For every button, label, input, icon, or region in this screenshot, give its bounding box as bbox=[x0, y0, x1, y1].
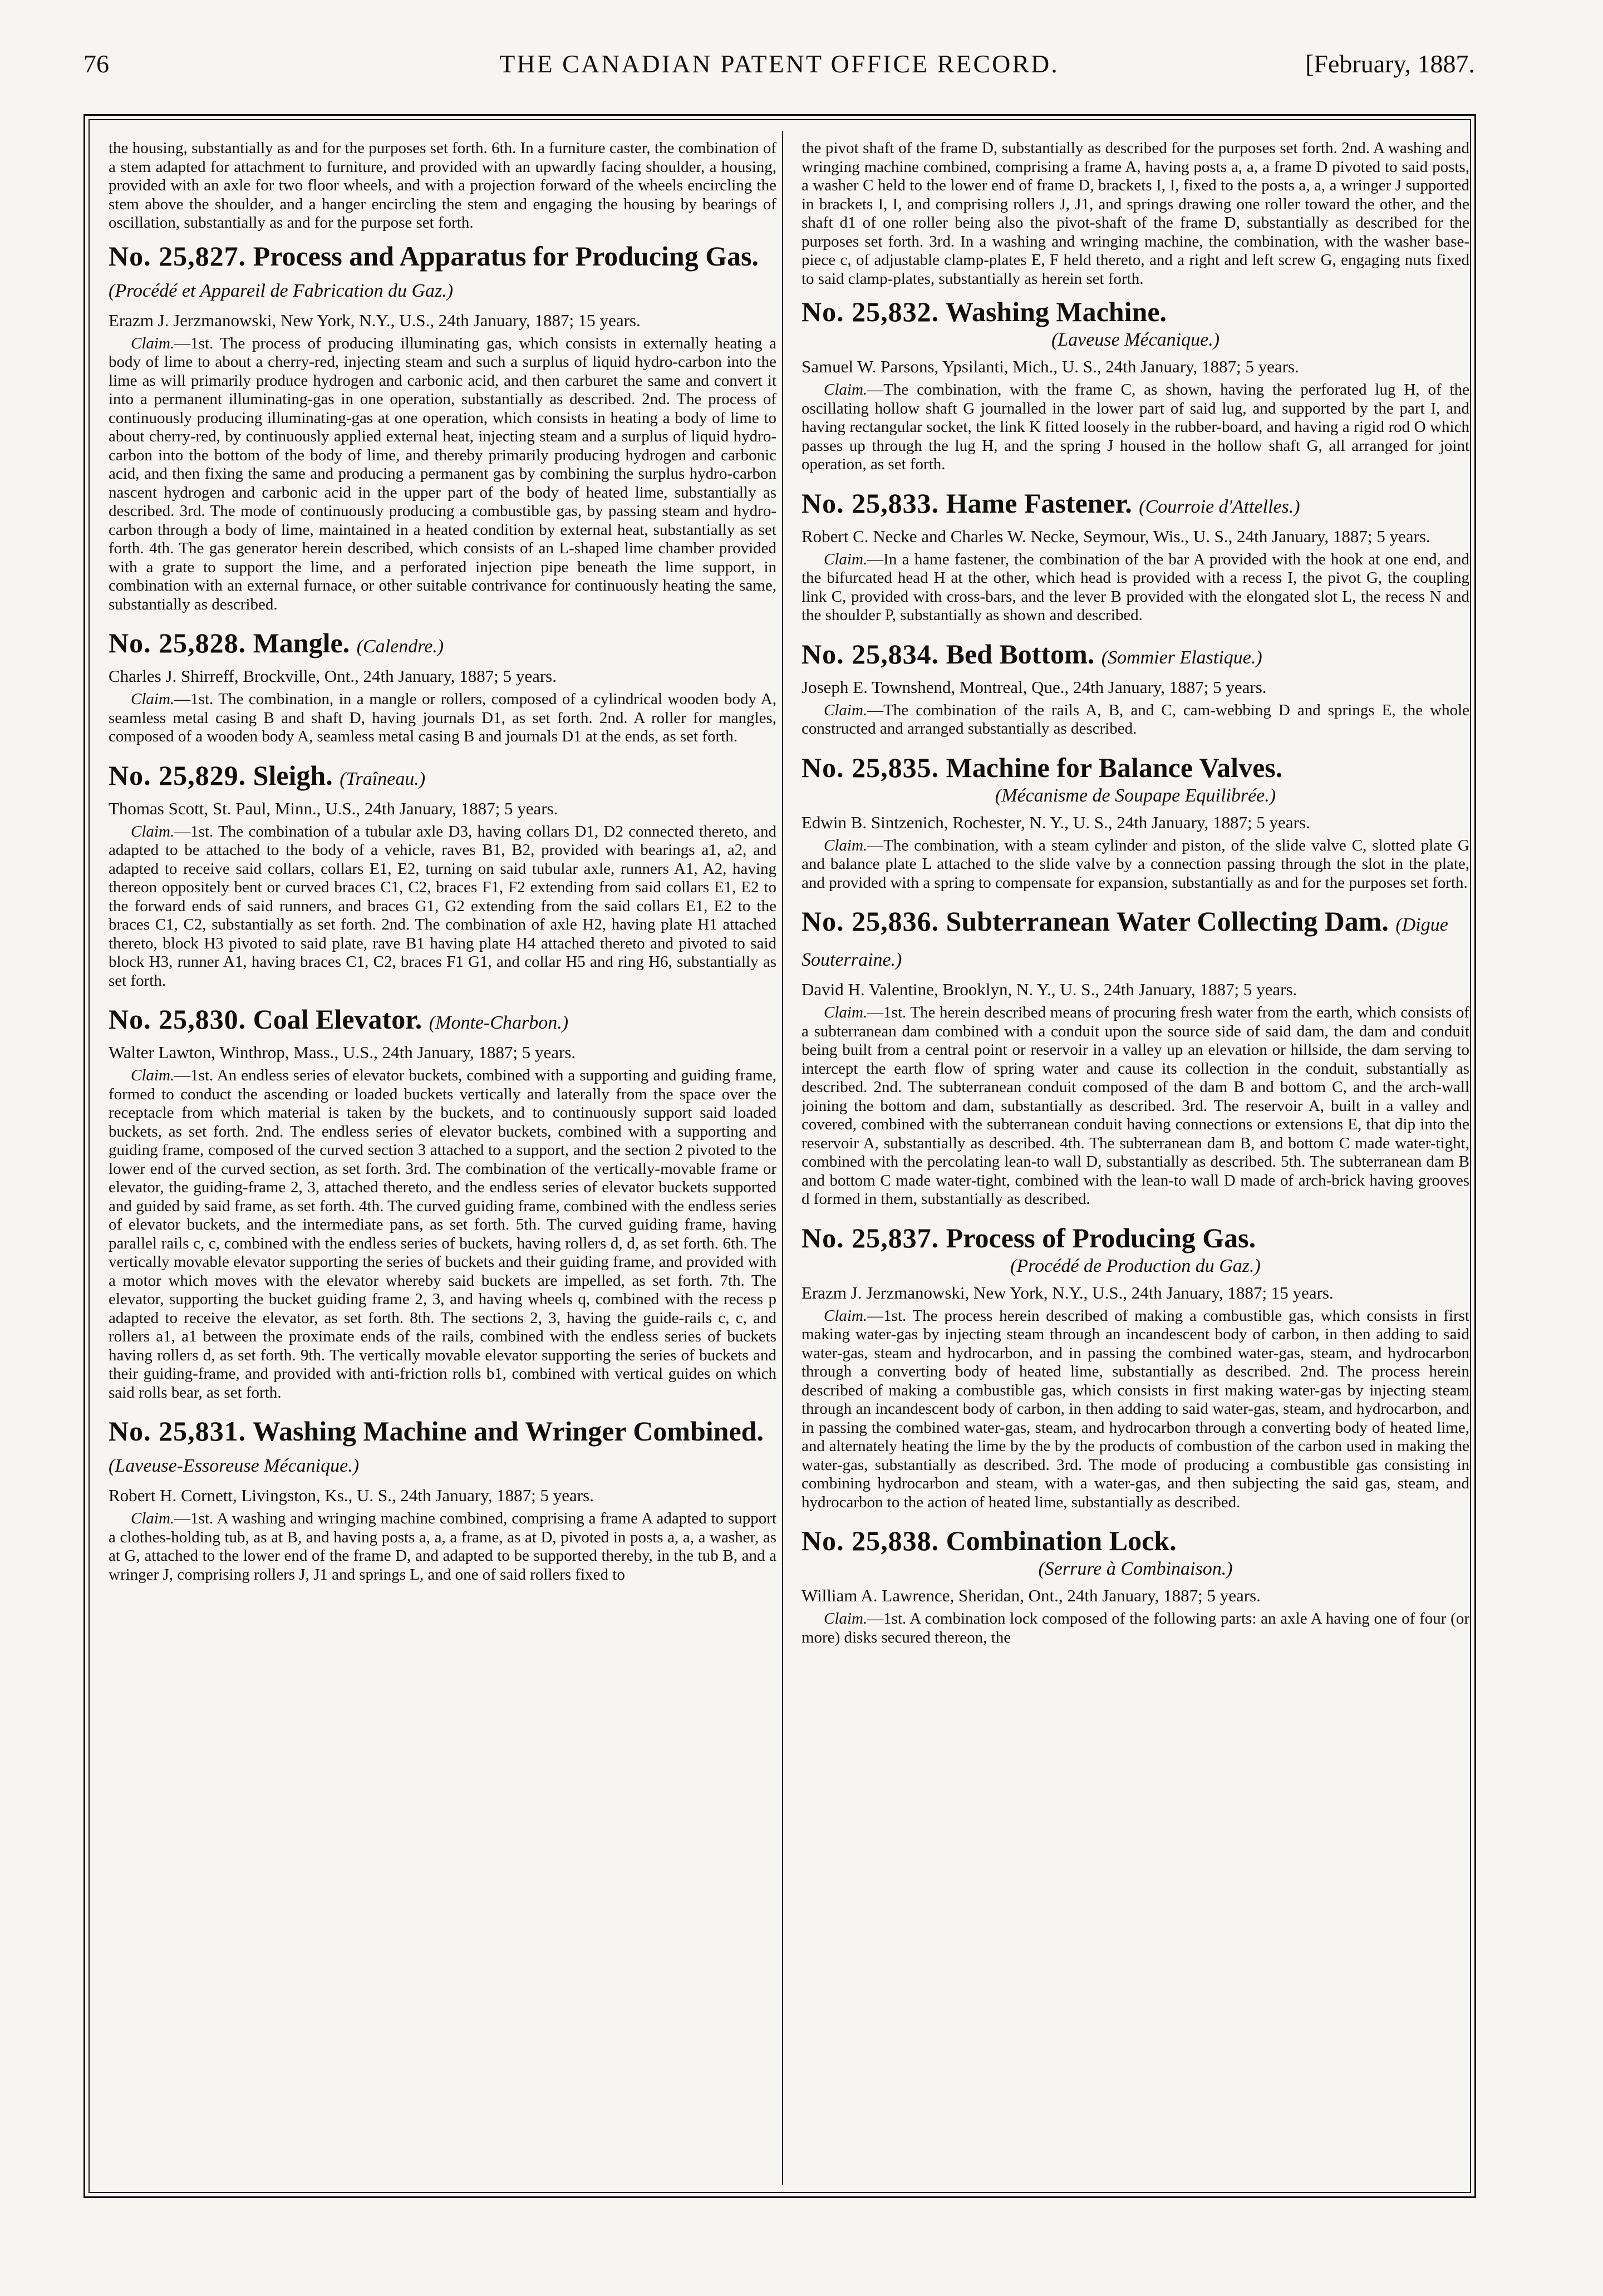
patent-number: No. 25,827. bbox=[109, 240, 247, 272]
claim-text: —1st. The process of producing illuminating gas, which consists in externally heating a body of lime to about a cherry-red, injecting steam and such a surplus of liquid hydro-carbon into the lime as will primarily produce hydrogen and carbonic acid, and then carburet the same and convert it into a permanent illuminating-gas in one operation, substantially as described. 2nd. The process of continuously producing illuminating-gas at one operation, which consists in heating a body of lime to about cherry-red, by continuously applied external heat, injecting steam and a surplus of liquid hydro-carbon into the bottom of the body of lime, and thereby primarily producing hydrogen and carbonic acid, and then fixing the same and producing a permanent gas by combining the surplus hydro-carbon nascent hydrogen and carbonic acid in the upper part of the body of heated lime, substantially as described. 3rd. The mode of continuously producing a combustible gas, by passing steam and hydro-carbon through a body of lime, maintained in a heated condition by external heat, substantially as set forth. 4th. The gas generator herein described, which consists of an L-shaped lime chamber provided with a grate to support the lime, and a perforated injection pipe beneath the lime support, in combination with an external furnace, or other suitable contrivance for continuously heating the same, substantially as described. bbox=[109, 334, 776, 613]
patent-title: Sleigh. bbox=[253, 759, 333, 791]
page-header bbox=[83, 49, 1475, 88]
patent-headline bbox=[802, 638, 1469, 673]
page-number: 76 bbox=[83, 50, 109, 78]
patent-title: Washing Machine. bbox=[945, 296, 1167, 327]
claim-label: Claim. bbox=[131, 822, 175, 840]
patent-claim bbox=[109, 823, 776, 991]
claim-label: Claim. bbox=[131, 334, 175, 352]
claim-text: —The combination of the rails A, B, and C, cam-webbing D and springs E, the whole constructed and arranged substantially as described. bbox=[802, 701, 1469, 738]
patent-translation: (Monte-Charbon.) bbox=[429, 1012, 569, 1033]
claim-text: —The combination, with the frame C, as shown, having the perforated lug H, of the oscillating hollow shaft G journalled in the lower part of said lug, and supported by the part I, and having rectangular socket, the link K fitted loosely in the rubber-board, and having a rigid rod O which passes up through the lug H, and the spring J housed in the hollow shaft G, all arranged for joint operation, as set forth. bbox=[802, 381, 1469, 473]
patent-inventor: David H. Valentine, Brooklyn, N. Y., U. S., 24th January, 1887; 5 years. bbox=[802, 980, 1297, 999]
patent-inventor: Robert C. Necke and Charles W. Necke, Seymour, Wis., U. S., 24th January, 1887; 5 years. bbox=[802, 526, 1430, 546]
patent-translation: (Courroie d'Attelles.) bbox=[1139, 496, 1300, 517]
patent-headline bbox=[802, 488, 1469, 523]
patent-title: Mangle. bbox=[253, 627, 350, 658]
patent-claim bbox=[802, 1610, 1469, 1647]
patent-inventor: Erazm J. Jerzmanowski, New York, N.Y., U.S., 24th January, 1887; 15 years. bbox=[802, 1282, 1334, 1302]
patent-entry-25827 bbox=[109, 240, 776, 614]
right-column bbox=[802, 139, 1469, 2187]
claim-label: Claim. bbox=[824, 836, 868, 854]
left-column bbox=[109, 139, 776, 2187]
patent-claim bbox=[109, 1510, 776, 1584]
patent-headline bbox=[802, 296, 1469, 327]
patent-entry-25830 bbox=[109, 1004, 776, 1402]
issue-date: [February, 1887. bbox=[1305, 50, 1475, 78]
patent-inventor: Joseph E. Townshend, Montreal, Que., 24th January, 1887; 5 years. bbox=[802, 677, 1267, 697]
patent-translation: (Calendre.) bbox=[356, 636, 444, 657]
patent-headline bbox=[109, 1415, 776, 1482]
patent-inventor: William A. Lawrence, Sheridan, Ont., 24th January, 1887; 5 years. bbox=[802, 1586, 1261, 1605]
claim-label: Claim. bbox=[824, 701, 868, 719]
patent-title: Coal Elevator. bbox=[253, 1004, 422, 1035]
claim-label: Claim. bbox=[824, 1306, 868, 1325]
patent-entry-25836 bbox=[802, 906, 1469, 1209]
patent-translation: (Laveuse-Essoreuse Mécanique.) bbox=[109, 1456, 360, 1476]
patent-number: No. 25,836. bbox=[802, 906, 940, 937]
patent-inventor: Walter Lawton, Winthrop, Mass., U.S., 24th January, 1887; 5 years. bbox=[109, 1043, 576, 1062]
claim-label: Claim. bbox=[824, 1610, 868, 1628]
patent-title: Machine for Balance Valves. bbox=[946, 751, 1283, 783]
patent-headline bbox=[109, 1004, 776, 1039]
patent-translation: (Mécanisme de Soupape Equilibrée.) bbox=[995, 785, 1276, 806]
patent-headline bbox=[109, 760, 776, 795]
patent-title: Hame Fastener. bbox=[946, 487, 1132, 519]
patent-entry-25835 bbox=[802, 752, 1469, 893]
patent-entry-25834 bbox=[802, 638, 1469, 739]
patent-claim bbox=[109, 690, 776, 746]
patent-headline bbox=[109, 240, 776, 307]
patent-title: Subterranean Water Collecting Dam. bbox=[946, 906, 1389, 937]
patent-title: Combination Lock. bbox=[946, 1525, 1177, 1556]
patent-entry-25831 bbox=[109, 1415, 776, 1584]
column-divider bbox=[782, 131, 783, 2185]
patent-translation: (Laveuse Mécanique.) bbox=[1051, 330, 1220, 350]
patent-inventor: Samuel W. Parsons, Ypsilanti, Mich., U. S., 24th January, 1887; 5 years. bbox=[802, 357, 1299, 376]
claim-label: Claim. bbox=[131, 690, 175, 708]
claim-text: —1st. A combination lock composed of the following parts: an axle A having one of four (or more) disks secured thereon, the bbox=[802, 1610, 1469, 1646]
patent-claim bbox=[109, 335, 776, 614]
patent-inventor: Thomas Scott, St. Paul, Minn., U.S., 24th January, 1887; 5 years. bbox=[109, 798, 558, 818]
patent-translation: (Procédé de Production du Gaz.) bbox=[1010, 1255, 1261, 1276]
patent-translation: (Serrure à Combinaison.) bbox=[1038, 1558, 1233, 1579]
patent-claim bbox=[802, 1307, 1469, 1512]
patent-title: Bed Bottom. bbox=[946, 638, 1095, 670]
patent-number: No. 25,834. bbox=[802, 638, 940, 670]
claim-text: —1st. The combination, in a mangle or rollers, composed of a cylindrical wooden body A, seamless metal casing B and shaft D, having journals D1, as set forth. 2nd. A roller for mangles, composed of a wooden body A, seamless metal casing B and journals D1 at the ends, as set forth. bbox=[109, 690, 776, 745]
patent-translation: (Procédé et Appareil de Fabrication du Gaz.) bbox=[109, 280, 454, 301]
right-lead-text: the pivot shaft of the frame D, substantially as described for the purposes set forth. 2nd. A washing and wringing machine combined, comprising a frame A, having posts a, a, a frame D pivoted to said posts, a washer C held to the lower end of frame D, brackets I, I, fixed to the posts a, a, a wringer J supported in brackets I, I, and comprising rollers J, J1, and springs drawing one roller toward the other, and the shaft d1 of one roller being also the pivot-shaft of the frame D, substantially as described for the purposes set forth. 3rd. In a washing and wringing machine, the combination, with the washer base-piece c, of adjustable clamp-plates E, F held thereto, and a right and left screw G, engaging nuts fixed to said clamp-plates, substantially as herein set forth. bbox=[802, 139, 1469, 288]
claim-text: —In a hame fastener, the combination of the bar A provided with the hook at one end, and the bifurcated head H at the other, which head is provided with a recess I, the pivot G, the coupling link C, provided with cross-bars, and the lever B provided with the elongated slot L, the recess N and the shoulder P, substantially as shown and described. bbox=[802, 550, 1469, 624]
patent-number: No. 25,838. bbox=[802, 1525, 940, 1556]
patent-entry-25838 bbox=[802, 1525, 1469, 1647]
patent-number: No. 25,835. bbox=[802, 751, 940, 783]
patent-claim bbox=[109, 1066, 776, 1402]
patent-inventor: Charles J. Shirreff, Brockville, Ont., 24th January, 1887; 5 years. bbox=[109, 666, 557, 686]
claim-label: Claim. bbox=[824, 381, 868, 399]
patent-title: Washing Machine and Wringer Combined. bbox=[252, 1415, 764, 1447]
patent-translation: (Sommier Elastique.) bbox=[1101, 647, 1262, 668]
patent-headline bbox=[802, 1222, 1469, 1253]
patent-title: Process of Producing Gas. bbox=[946, 1222, 1256, 1253]
patent-headline bbox=[109, 627, 776, 662]
patent-claim bbox=[802, 381, 1469, 474]
patent-claim bbox=[802, 837, 1469, 893]
claim-text: —The combination, with a steam cylinder and piston, of the slide valve C, slotted plate G and balance plate L attached to the slide valve by a connection passing through the slot in the plate, and provided with a spring to compensate for expansion, substantially as and for the purposes set forth. bbox=[802, 836, 1469, 892]
claim-label: Claim. bbox=[131, 1510, 175, 1527]
patent-entry-25837 bbox=[802, 1222, 1469, 1512]
patent-number: No. 25,832. bbox=[802, 296, 940, 327]
patent-claim bbox=[802, 550, 1469, 625]
claim-text: —1st. An endless series of elevator buckets, combined with a supporting and guiding frame, formed to conduct the ascending or loaded buckets vertically and laterally from the space over the receptacle from which material is taken by the buckets, and to continuously support said loaded buckets, as set forth. 2nd. The endless series of elevator buckets, combined with a supporting and guiding frame, composed of the curved section 3 attached to a support, and the section 2 pivoted to the lower end of the curved section, as set forth. 3rd. The combination of the vertically-movable frame or elevator, the guiding-frame 2, 3, attached thereto, and the endless series of elevator buckets supported and guided by said frame, as set forth. 4th. The curved guiding frame, combined with the endless series of elevator buckets, and the intermediate pans, as set forth. 5th. The curved guiding frame, having parallel rails c, c, combined with the endless series of buckets, having rollers d, d, as set forth. 6th. The vertically movable elevator supporting the series of buckets and their guiding frame, and provided with a motor which moves with the elevator whereby said buckets are impelled, as set forth. 7th. The elevator, supporting the bucket guiding frame 2, 3, and having wheels q, combined with the recess p adapted to receive the elevator, as set forth. 8th. The sections 2, 3, having the guide-rails c, c, and rollers a1, a1 between the proximate ends of the rails, combined with the endless series of buckets having rollers d, as set forth. 9th. The vertically movable elevator supporting the series of buckets and their guiding-frame, and provided with anti-friction rolls b1, combined with vertical guides on which said rolls bear, as set forth. bbox=[109, 1066, 776, 1402]
claim-text: —1st. The herein described means of procuring fresh water from the earth, which consists of a subterranean dam combined with a conduit upon the source side of said dam, the dam and conduit being built from a central point or reservoir in a valley up an elevation or hillside, the dam serving to intercept the earth flow of spring water and cause its collection in the conduit, substantially as described. 2nd. The subterranean conduit composed of the dam B and bottom C, and the arch-wall joining the bottom and dam, substantially as described. 3rd. The reservoir A, built in a valley and covered, combined with the subterranean conduit having connections or extensions E, that dip into the reservoir A, substantially as described. 4th. The subterranean dam B, and bottom C made water-tight, combined with the percolating lean-to wall D, substantially as described. 5th. The subterranean dam B and bottom C made water-tight, combined with the lean-to wall D made of arch-brick having grooves d formed in them, substantially as described. bbox=[802, 1004, 1469, 1208]
patent-headline bbox=[802, 752, 1469, 783]
patent-inventor: Edwin B. Sintzenich, Rochester, N. Y., U. S., 24th January, 1887; 5 years. bbox=[802, 812, 1310, 832]
patent-claim bbox=[802, 1004, 1469, 1209]
patent-inventor: Robert H. Cornett, Livingston, Ks., U. S., 24th January, 1887; 5 years. bbox=[109, 1486, 594, 1505]
claim-label: Claim. bbox=[824, 550, 868, 568]
patent-title: Process and Apparatus for Producing Gas. bbox=[253, 240, 759, 272]
patent-headline bbox=[802, 906, 1469, 976]
claim-text: —1st. The process herein described of making a combustible gas, which consists in first making water-gas by injecting steam through an incandescent body of carbon, in then adding to said water-gas, steam and hydrocarbon, and in passing the combined water-gas, steam, and hydrocarbon through a converting body of heated lime, substantially as described. 2nd. The process herein described of making a combustible gas, which consists in first making water-gas by injecting steam through an incandescent body of carbon, in then adding to said water-gas, steam, and hydrocarbon, and in passing the combined water-gas, steam, and hydrocarbon through a converting body of heated lime, and alternately heating the lime by the by the products of combustion of the carbon used in making the water-gas, substantially as described. 3rd. The mode of producing a combustible gas consisting in combining hydrocarbon and steam, with a water-gas, and then subjecting the said gas, steam, and hydrocarbon to the action of heated lime, substantially as described. bbox=[802, 1306, 1469, 1511]
patent-translation: (Digue Souterraine.) bbox=[802, 915, 1448, 970]
patent-number: No. 25,833. bbox=[802, 487, 940, 519]
patent-claim bbox=[802, 701, 1469, 739]
claim-label: Claim. bbox=[131, 1066, 175, 1084]
claim-text: —1st. The combination of a tubular axle D3, having collars D1, D2 connected thereto, and adapted to be attached to the body of a vehicle, raves B1, B2, provided with bearings a1, a2, and adapted to receive said collars, collars E1, E2, turning on said tubular axle, runners A1, A2, having thereon oppositely bent or curved braces C1, C2, braces F1, F2 extending from said collars E1, E2 to the forward ends of said runners, and braces G1, G2 extending from the said collars E1, E2 to the braces C1, C2, substantially as set forth. 2nd. The combination of axle H2, having plate H1 attached thereto, block H3 pivoted to said plate, rave B1 having plate H4 attached thereto and pivoted to said block H3, runner A1, having braces C1, C2, braces F1 G1, and collar H5 and ring H6, substantially as set forth. bbox=[109, 822, 776, 990]
patent-inventor: Erazm J. Jerzmanowski, New York, N.Y., U.S., 24th January, 1887; 15 years. bbox=[109, 310, 641, 330]
patent-translation: (Traîneau.) bbox=[340, 768, 426, 789]
patent-entry-25833 bbox=[802, 488, 1469, 625]
claim-text: —1st. A washing and wringing machine combined, comprising a frame A adapted to support a clothes-holding tub, as at B, and having posts a, a, a frame, as at D, pivoted in posts a, a, a washer, as at G, attached to the lower end of the frame D, and adapted to be supported thereby, in the tub B, and a wringer J, comprising rollers J, J1 and springs L, and one of said rollers fixed to bbox=[109, 1510, 776, 1584]
journal-title: THE CANADIAN PATENT OFFICE RECORD. bbox=[499, 50, 1059, 78]
claim-label: Claim. bbox=[824, 1004, 868, 1021]
patent-headline bbox=[802, 1525, 1469, 1556]
left-lead-text: the housing, substantially as and for the purposes set forth. 6th. In a furniture caster, the combination of a stem adapted for attachment to furniture, and provided with an upwardly facing shoulder, a housing, provided with an axle for two floor wheels, and with a projection forward of the wheels encircling the stem above the shoulder, and a hanger encircling the stem and engaging the housing by bearings of oscillation, substantially as and for the purpose set forth. bbox=[109, 139, 776, 232]
patent-entry-25829 bbox=[109, 760, 776, 991]
patent-entry-25832 bbox=[802, 296, 1469, 474]
patent-number: No. 25,828. bbox=[109, 627, 247, 658]
patent-number: No. 25,829. bbox=[109, 759, 247, 791]
patent-number: No. 25,837. bbox=[802, 1222, 940, 1253]
patent-number: No. 25,831. bbox=[109, 1415, 247, 1447]
patent-entry-25828 bbox=[109, 627, 776, 746]
patent-number: No. 25,830. bbox=[109, 1004, 247, 1035]
